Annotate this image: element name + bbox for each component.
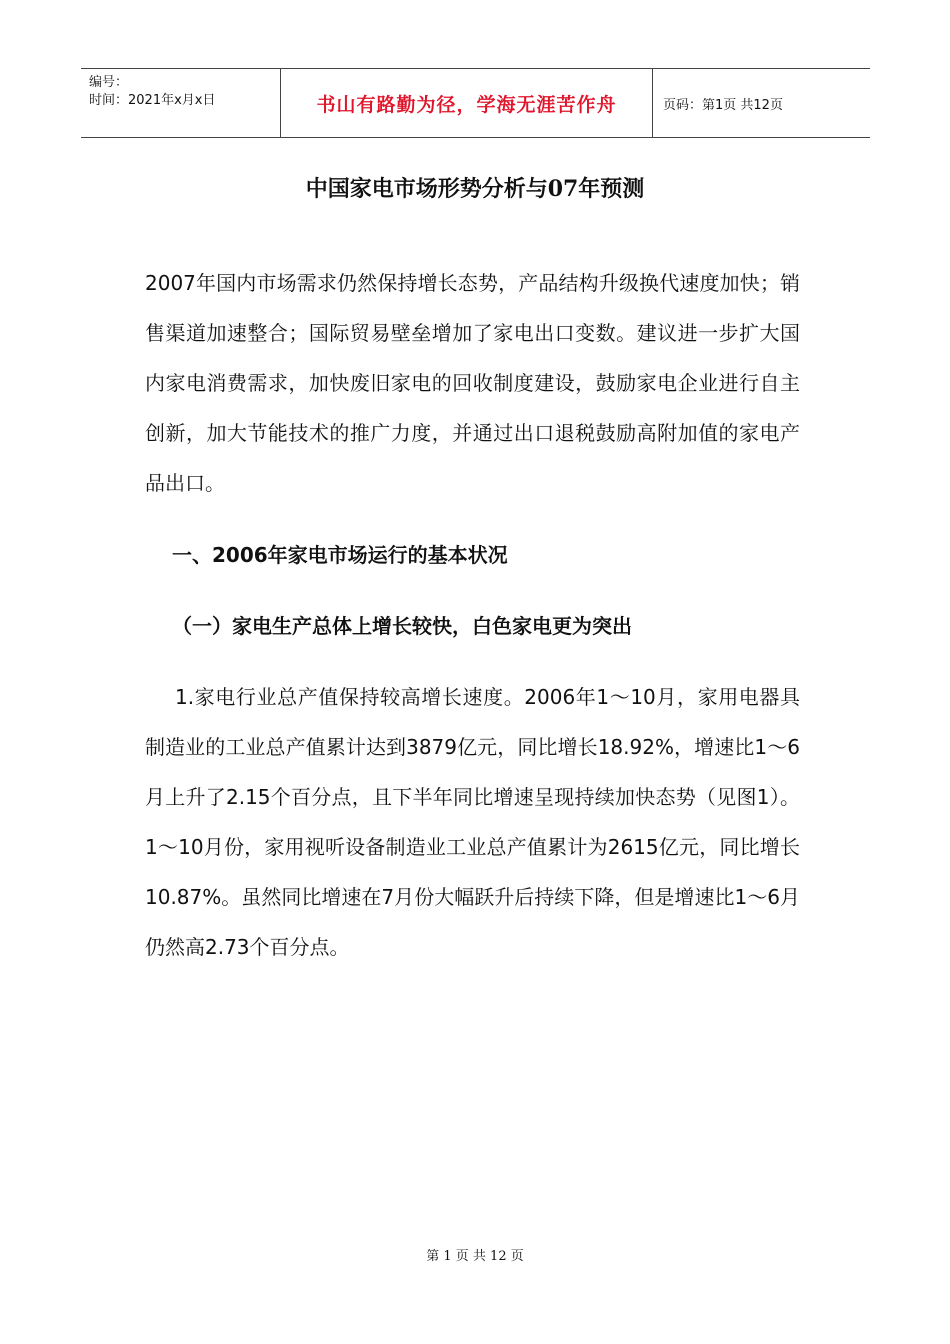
- header-meta: [81, 69, 281, 137]
- body-paragraph: 1.家电行业总产值保持较高增长速度。2006年1～10月，家用电器具制造业的工业总产值累计达到3879亿元，同比增长18.92%，增速比1～6月上升了2.15个百分点，且下半年同比增速呈现持续加快态势（见图1）。1～10月份，家用视听设备制造业工业总产值累计为2615亿元，同比增长10.87%。虽然同比增速在7月份大幅跃升后持续下降，但是增速比1～6月仍然高2.73个百分点。: [145, 685, 800, 959]
- section-heading: 一、2006年家电市场运行的基本状况: [172, 543, 508, 567]
- page-footer: 第 1 页 共 12 页: [426, 1249, 524, 1264]
- document-header: [81, 68, 870, 138]
- page-title: 中国家电市场形势分析与07年预测: [305, 176, 645, 202]
- time-label: 时间：2021年x月x日: [89, 93, 216, 108]
- motto-text: 书山有路勤为径，学海无涯苦作舟: [316, 93, 617, 116]
- subsection-heading: （一）家电生产总体上增长较快，白色家电更为突出: [172, 614, 632, 638]
- number-label: 编号：: [89, 75, 129, 90]
- abstract-paragraph: 2007年国内市场需求仍然保持增长态势，产品结构升级换代速度加快；销售渠道加速整合；国际贸易壁垒增加了家电出口变数。建议进一步扩大国内家电消费需求，加快废旧家电的回收制度建设，鼓励家电企业进行自主创新，加大节能技术的推广力度，并通过出口退税鼓励高附加值的家电产品出口。: [145, 271, 800, 495]
- page-info: 页码：第1页 共12页: [663, 97, 783, 113]
- header-motto-cell: [281, 69, 653, 137]
